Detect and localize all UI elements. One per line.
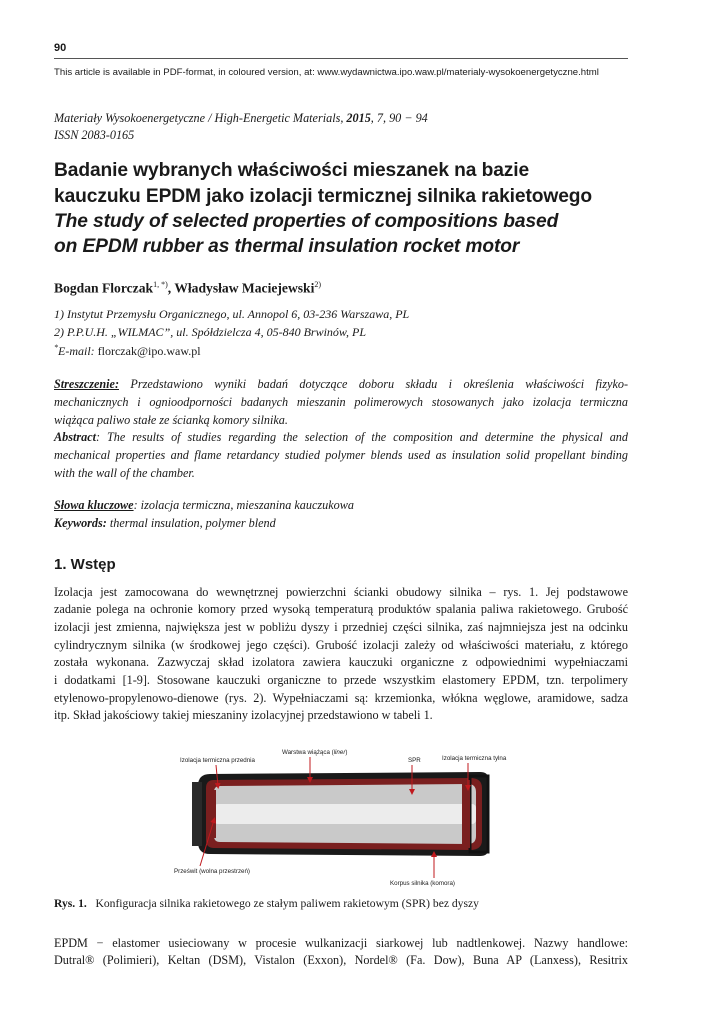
email-label: E-mail:	[58, 344, 95, 358]
affiliation-2: 2) P.P.U.H. „WILMAC”, ul. Spółdzielcza 4, 05-840 Brwinów, PL	[54, 325, 367, 339]
abstract-en-text-1: : The results of studies regarding the selection of the composition and determine the physical and	[95, 430, 628, 444]
label-casing: Korpus silnika (komora)	[390, 880, 455, 887]
keywords-pl	[54, 498, 354, 513]
body-line: itp. Skład jakościowy takiej mieszaniny izolacyjnej przedstawiono w tabeli 1.	[54, 708, 433, 722]
keywords-en-label: Keywords:	[54, 516, 107, 530]
author-2: Władysław Maciejewski	[174, 280, 315, 296]
front-cap	[192, 782, 202, 846]
label-liner-word: liner	[333, 749, 346, 756]
body-line: izolacji jest zmienna, największa jest w pobliżu dyszy i przedniej części silnika, zaś najmniejsza jest na odcinku	[54, 620, 628, 634]
label-front-insulation: Izolacja termiczna przednia	[180, 757, 255, 764]
label-liner-suffix: )	[345, 749, 348, 756]
email-line	[54, 343, 201, 359]
abstract-en-line-3: with the wall of the chamber.	[54, 466, 195, 480]
central-bore	[214, 804, 476, 824]
body-line: cylindrycznym silnika (w środkowej jego części). Grubość izolacji zależy od właściwości materiału, z którego	[54, 638, 628, 652]
author-1-affiliation-mark: 1, *)	[153, 280, 168, 289]
email-link[interactable]: florczak@ipo.waw.pl	[97, 344, 201, 358]
label-spr: SPR	[408, 757, 421, 764]
body-line: Izolacja jest zamocowana do wewnętrznej powierzchni ścianki obudowy silnika – rys. 1. Jej podstawowe	[54, 585, 628, 599]
author-separator: ,	[167, 280, 175, 296]
caption-label: Rys. 1.	[54, 897, 87, 910]
affiliation-1: 1) Instytut Przemysłu Organicznego, ul. Annopol 6, 03-236 Warszawa, PL	[54, 307, 410, 321]
body-line: została wykonana. Zazwyczaj skład izolatora zawiera kauczuki organiczne z odpowiednimi wypełniaczami	[54, 655, 628, 669]
body-line: zadanie polega na ochronie komory przed wysoką temperaturą produktów spalania paliwa rakietowego. Grubość	[54, 602, 628, 616]
author-2-affiliation-mark: 2)	[314, 280, 322, 289]
caption-text: Konfiguracja silnika rakietowego ze stałym paliwem rakietowym (SPR) bez dyszy	[95, 897, 479, 910]
journal-citation	[54, 111, 428, 126]
journal-year: 2015	[346, 111, 371, 125]
journal-pages: , 7, 90 − 94	[370, 111, 428, 125]
body-line: EPDM − elastomer usieciowany w procesie wulkanizacji siarkowej lub nadtlenkowej. Nazwy handlowe:	[54, 936, 628, 950]
abstract-en-line-2: mechanical properties and flame retardancy studied polymer blends used as insulation solid propellant binding	[54, 448, 628, 462]
keywords-en	[54, 516, 276, 531]
title-en-line-1: The study of selected properties of compositions based	[54, 211, 559, 232]
abstract-en-label: Abstract	[54, 430, 96, 444]
figure-caption	[54, 897, 479, 910]
abstract-pl-line-2: mechanicznych i ognioodporności badanych mieszanin polimerowych stosowanych jako izolacja termiczna	[54, 395, 628, 409]
journal-name: Materiały Wysokoenergetyczne / High-Energetic Materials,	[54, 111, 344, 125]
pdf-availability-note: This article is available in PDF-format, in coloured version, at: www.wydawnictwa.ipo.waw.pl/materialy-wysokoenergetyczne.html	[54, 67, 599, 78]
label-rear-insulation: Izolacja termiczna tylna	[442, 755, 507, 762]
authors	[54, 280, 321, 297]
label-liner-prefix: Warstwa wiążąca (	[282, 749, 334, 756]
label-clearance: Prześwit (wolna przestrzeń)	[174, 868, 250, 875]
header-rule	[54, 58, 628, 59]
author-1: Bogdan Florczak	[54, 280, 154, 296]
page-number: 90	[54, 42, 67, 54]
abstract-pl-label: Streszczenie:	[54, 377, 119, 391]
abstract-en-line-1	[54, 429, 628, 447]
abstract-pl-text-1: Przedstawiono wyniki badań dotyczące doboru składu i określenia właściwości fizyko-	[130, 377, 629, 391]
issn: ISSN 2083-0165	[54, 128, 135, 142]
abstract-pl-line-1	[54, 376, 628, 394]
title-en-line-2: on EPDM rubber as thermal insulation rocket motor	[54, 236, 520, 257]
keywords-pl-text: : izolacja termiczna, mieszanina kauczukowa	[133, 498, 354, 512]
body-line: etylenowo-propylenowo-dienowe (rys. 2). Wypełniaczami są: krzemionka, włókna węglowe, aramidowe, sadza	[54, 691, 628, 705]
abstract-pl-line-3: wiążąca paliwo stałe ze ścianką komory silnika.	[54, 413, 288, 427]
rear-insulation-block	[462, 780, 470, 848]
section-heading: 1. Wstęp	[54, 556, 116, 573]
label-liner	[282, 749, 347, 756]
body-line: Dutral® (Polimieri), Keltan (DSM), Vistalon (Exxon), Nordel® (Fa. Dow), Buna AP (Lanxess), Resitrix	[54, 953, 628, 967]
rocket-motor-diagram	[170, 742, 553, 892]
email-mark: *	[54, 343, 58, 352]
figure-rocket-motor	[170, 742, 553, 892]
keywords-en-text: thermal insulation, polymer blend	[106, 516, 276, 530]
keywords-pl-label: Słowa kluczowe	[54, 498, 134, 512]
title-pl-line-1: Badanie wybranych właściwości mieszanek na bazie	[54, 160, 530, 181]
body-line: i dodatkami [1-9]. Stosowane kauczuki organiczne to przede wszystkim elastomery EPDM, tzn. terpolimery	[54, 673, 628, 687]
title-pl-line-2: kauczuku EPDM jako izolacji termicznej silnika rakietowego	[54, 186, 593, 207]
